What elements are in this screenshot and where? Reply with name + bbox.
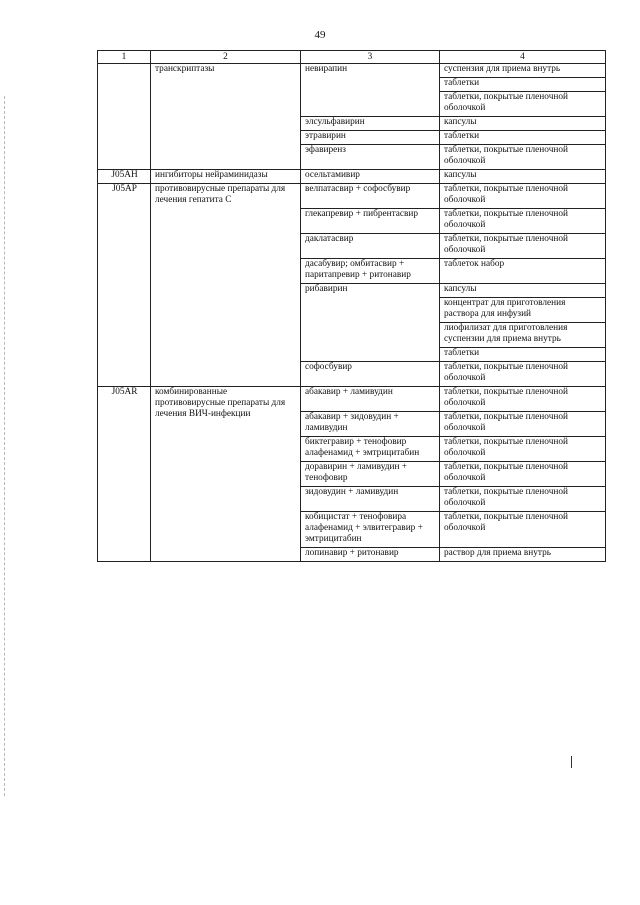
drug-name-cell: абакавир + ламивудин bbox=[301, 387, 440, 412]
dosage-form-cell: таблетки, покрытые пленочной оболочкой bbox=[440, 184, 606, 209]
column-header: 1 bbox=[98, 51, 151, 64]
table-row bbox=[98, 387, 606, 412]
drug-table bbox=[97, 50, 606, 562]
dosage-form-cell: таблетки bbox=[440, 348, 606, 362]
atc-code-cell: J05AP bbox=[98, 184, 151, 387]
table-row bbox=[98, 64, 606, 78]
drug-name-cell: даклатасвир bbox=[301, 234, 440, 259]
column-header: 2 bbox=[151, 51, 301, 64]
dosage-form-cell: таблетки, покрытые пленочной оболочкой bbox=[440, 209, 606, 234]
drug-name-cell: дасабувир; омбитасвир + паритапревир + ритонавир bbox=[301, 259, 440, 284]
table-header-row bbox=[98, 51, 606, 64]
dosage-form-cell: таблетки, покрытые пленочной оболочкой bbox=[440, 145, 606, 170]
dosage-form-cell: таблетки, покрытые пленочной оболочкой bbox=[440, 487, 606, 512]
drug-name-cell: этравирин bbox=[301, 131, 440, 145]
drug-name-cell: эфавиренз bbox=[301, 145, 440, 170]
drug-name-cell: осельтамивир bbox=[301, 170, 440, 184]
drug-name-cell: велпатасвир + софосбувир bbox=[301, 184, 440, 209]
table-row bbox=[98, 184, 606, 209]
group-name-cell: ингибиторы нейраминидазы bbox=[151, 170, 301, 184]
dosage-form-cell: концентрат для приготовления раствора для инфузий bbox=[440, 298, 606, 323]
dosage-form-cell: таблетки, покрытые пленочной оболочкой bbox=[440, 387, 606, 412]
column-header: 4 bbox=[440, 51, 606, 64]
drug-name-cell: доравирин + ламивудин + тенофовир bbox=[301, 462, 440, 487]
dosage-form-cell: таблетки, покрытые пленочной оболочкой bbox=[440, 412, 606, 437]
scan-artifact-bar bbox=[571, 756, 572, 768]
column-header: 3 bbox=[301, 51, 440, 64]
drug-name-cell: невирапин bbox=[301, 64, 440, 117]
table-row bbox=[98, 170, 606, 184]
dosage-form-cell: таблетки bbox=[440, 131, 606, 145]
scan-edge-mark bbox=[4, 96, 6, 796]
drug-name-cell: рибавирин bbox=[301, 284, 440, 362]
group-name-cell: транскриптазы bbox=[151, 64, 301, 170]
atc-code-cell: J05AH bbox=[98, 170, 151, 184]
dosage-form-cell: капсулы bbox=[440, 284, 606, 298]
group-name-cell: комбинированные противовирусные препараты для лечения ВИЧ-инфекции bbox=[151, 387, 301, 562]
dosage-form-cell: таблетки, покрытые пленочной оболочкой bbox=[440, 512, 606, 548]
drug-name-cell: глекапревир + пибрентасвир bbox=[301, 209, 440, 234]
atc-code-cell bbox=[98, 64, 151, 170]
dosage-form-cell: таблетки, покрытые пленочной оболочкой bbox=[440, 234, 606, 259]
dosage-form-cell: капсулы bbox=[440, 117, 606, 131]
dosage-form-cell: таблетки bbox=[440, 78, 606, 92]
drug-name-cell: кобицистат + тенофовира алафенамид + элвитегравир + эмтрицитабин bbox=[301, 512, 440, 548]
group-name-cell: противовирусные препараты для лечения гепатита С bbox=[151, 184, 301, 387]
atc-code-cell: J05AR bbox=[98, 387, 151, 562]
drug-name-cell: лопинавир + ритонавир bbox=[301, 548, 440, 562]
dosage-form-cell: раствор для приема внутрь bbox=[440, 548, 606, 562]
drug-name-cell: зидовудин + ламивудин bbox=[301, 487, 440, 512]
dosage-form-cell: таблетки, покрытые пленочной оболочкой bbox=[440, 437, 606, 462]
dosage-form-cell: капсулы bbox=[440, 170, 606, 184]
dosage-form-cell: таблетки, покрытые пленочной оболочкой bbox=[440, 362, 606, 387]
dosage-form-cell: таблеток набор bbox=[440, 259, 606, 284]
drug-name-cell: биктегравир + тенофовир алафенамид + эмтрицитабин bbox=[301, 437, 440, 462]
dosage-form-cell: суспензия для приема внутрь bbox=[440, 64, 606, 78]
dosage-form-cell: лиофилизат для приготовления суспензии для приема внутрь bbox=[440, 323, 606, 348]
dosage-form-cell: таблетки, покрытые пленочной оболочкой bbox=[440, 462, 606, 487]
dosage-form-cell: таблетки, покрытые пленочной оболочкой bbox=[440, 92, 606, 117]
drug-name-cell: элсульфавирин bbox=[301, 117, 440, 131]
drug-name-cell: абакавир + зидовудин + ламивудин bbox=[301, 412, 440, 437]
page-number: 49 bbox=[314, 29, 326, 41]
drug-name-cell: софосбувир bbox=[301, 362, 440, 387]
